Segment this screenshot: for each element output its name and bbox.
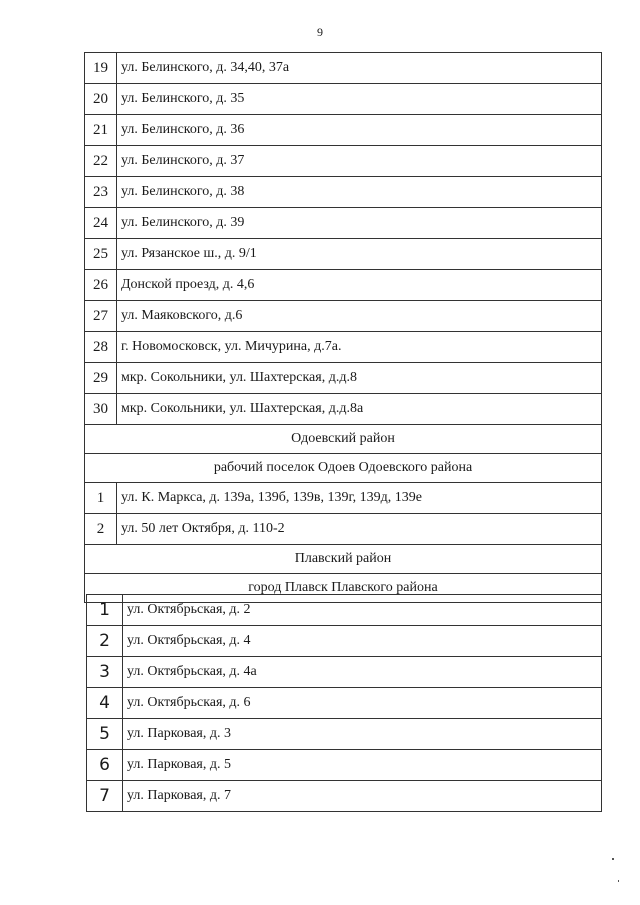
scan-speck: [618, 880, 619, 882]
table-row: [85, 270, 602, 301]
row-number: 24: [85, 208, 117, 239]
address-table-plavsk: [86, 594, 602, 812]
row-number: 1: [87, 595, 123, 626]
row-address: ул. Белинского, д. 35: [117, 84, 602, 115]
row-number: 29: [85, 363, 117, 394]
row-number: 30: [85, 394, 117, 425]
row-address: ул. Октябрьская, д. 4: [123, 626, 602, 657]
table-row: [85, 115, 602, 146]
row-address: ул. Парковая, д. 7: [123, 781, 602, 812]
row-address: ул. Белинского, д. 36: [117, 115, 602, 146]
row-number: 20: [85, 84, 117, 115]
row-address: ул. 50 лет Октября, д. 110-2: [117, 514, 602, 545]
row-address: ул. Белинского, д. 34,40, 37а: [117, 53, 602, 84]
address-table: [84, 52, 602, 603]
row-address: ул. Парковая, д. 5: [123, 750, 602, 781]
scan-speck: [612, 858, 614, 860]
row-number: 25: [85, 239, 117, 270]
row-number: 3: [87, 657, 123, 688]
row-number: 5: [87, 719, 123, 750]
table-row: [85, 363, 602, 394]
row-number: 28: [85, 332, 117, 363]
table-row: [87, 781, 602, 812]
row-number: 4: [87, 688, 123, 719]
row-number: 22: [85, 146, 117, 177]
row-number: 7: [87, 781, 123, 812]
table-row: [85, 53, 602, 84]
table-row: [87, 657, 602, 688]
settlement-header-row: [85, 454, 602, 483]
table-row: [85, 146, 602, 177]
table-row: [85, 514, 602, 545]
row-address: ул. Белинского, д. 37: [117, 146, 602, 177]
table-row: [85, 301, 602, 332]
table-row: [87, 626, 602, 657]
row-number: 1: [85, 483, 117, 514]
settlement-header: рабочий поселок Одоев Одоевского района: [85, 454, 602, 483]
row-number: 23: [85, 177, 117, 208]
row-address: ул. Октябрьская, д. 4а: [123, 657, 602, 688]
row-number: 6: [87, 750, 123, 781]
table-row: [87, 688, 602, 719]
table-row: [87, 719, 602, 750]
district-header-row: [85, 425, 602, 454]
district-header: Одоевский район: [85, 425, 602, 454]
row-number: 2: [87, 626, 123, 657]
table-row: [87, 595, 602, 626]
row-address: Донской проезд, д. 4,6: [117, 270, 602, 301]
row-address: ул. К. Маркса, д. 139а, 139б, 139в, 139г, 139д, 139е: [117, 483, 602, 514]
table-row: [87, 750, 602, 781]
table-row: [85, 394, 602, 425]
row-address: ул. Белинского, д. 39: [117, 208, 602, 239]
table-row: [85, 208, 602, 239]
row-number: 26: [85, 270, 117, 301]
table-row: [85, 483, 602, 514]
row-address: ул. Октябрьская, д. 2: [123, 595, 602, 626]
table-row: [85, 332, 602, 363]
row-number: 21: [85, 115, 117, 146]
settlement-header: город Плавск Плавского района: [85, 574, 602, 603]
district-header: Плавский район: [85, 545, 602, 574]
row-address: ул. Парковая, д. 3: [123, 719, 602, 750]
table-row: [85, 239, 602, 270]
row-address: ул. Белинского, д. 38: [117, 177, 602, 208]
row-address: мкр. Сокольники, ул. Шахтерская, д.д.8: [117, 363, 602, 394]
row-address: ул. Октябрьская, д. 6: [123, 688, 602, 719]
table-row: [85, 84, 602, 115]
row-address: ул. Маяковского, д.6: [117, 301, 602, 332]
row-address: мкр. Сокольники, ул. Шахтерская, д.д.8а: [117, 394, 602, 425]
row-number: 19: [85, 53, 117, 84]
district-header-row: [85, 545, 602, 574]
page-number: 9: [317, 25, 323, 39]
table-row: [85, 177, 602, 208]
row-address: г. Новомосковск, ул. Мичурина, д.7а.: [117, 332, 602, 363]
row-number: 2: [85, 514, 117, 545]
row-number: 27: [85, 301, 117, 332]
row-address: ул. Рязанское ш., д. 9/1: [117, 239, 602, 270]
